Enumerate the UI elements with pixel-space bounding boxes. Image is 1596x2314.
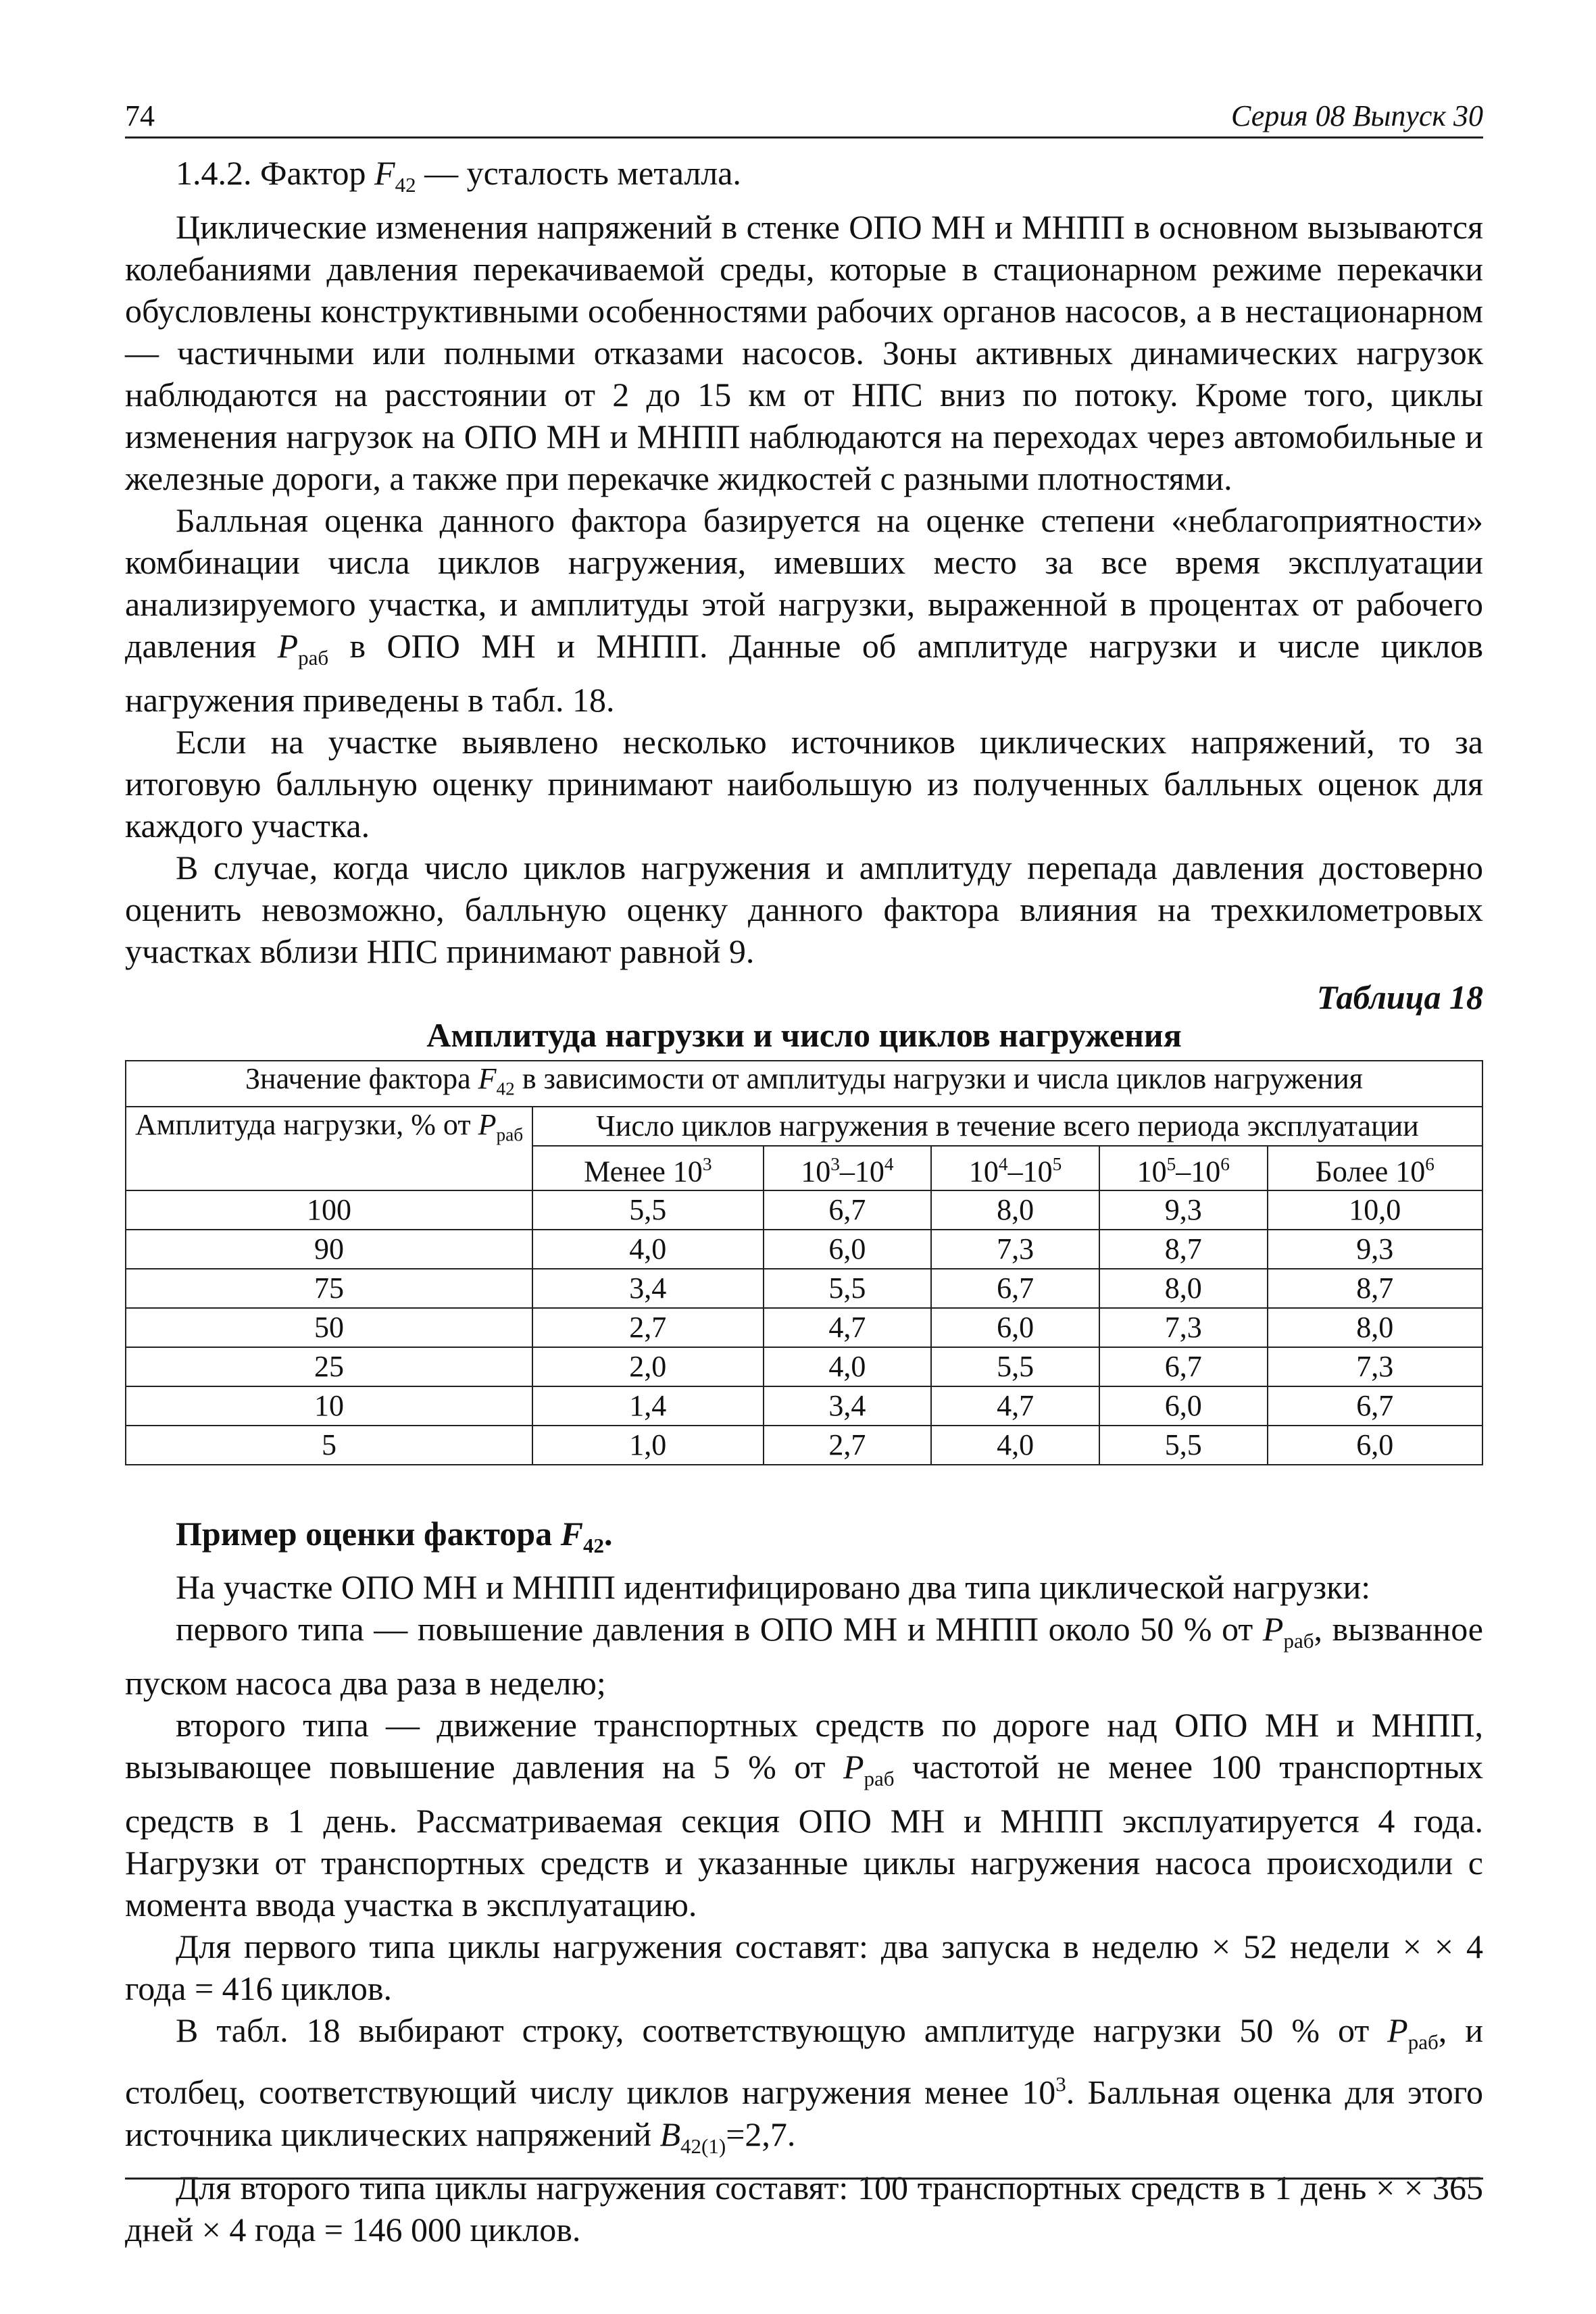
value-cell: 6,7	[1099, 1347, 1268, 1386]
series-label: Серия 08 Выпуск 30	[1231, 99, 1483, 132]
table-row	[126, 1308, 1482, 1347]
value-cell: 6,7	[764, 1190, 932, 1230]
value-cell: 8,7	[1268, 1269, 1482, 1308]
value-cell: 9,3	[1268, 1230, 1482, 1269]
col-header: Более $10^6$	[1268, 1146, 1482, 1190]
bottom-rule	[125, 2178, 1483, 2180]
example-block	[125, 1513, 1483, 2251]
value-cell: 4,0	[532, 1230, 764, 1269]
paragraph-3: Если на участке выявлено несколько источников циклических напряжений, то за итоговую балльную оценку принимают наибольшую из полученных балльных оценок для каждого участка.	[125, 722, 1483, 845]
table-row	[126, 1347, 1482, 1386]
value-cell: 7,3	[1268, 1347, 1482, 1386]
amplitude-cell: 75	[126, 1269, 532, 1308]
value-cell: 5,5	[532, 1190, 764, 1230]
value-cell: 2,7	[532, 1308, 764, 1347]
value-cell: 6,0	[764, 1230, 932, 1269]
table-caption: Таблица 18	[1316, 978, 1483, 1016]
amplitude-cell: 10	[126, 1386, 532, 1426]
value-cell: 8,0	[1268, 1308, 1482, 1347]
amplitude-cell: 50	[126, 1308, 532, 1347]
section-heading: 1.4.2. Фактор $F_{42}$ — усталость металла.	[176, 154, 741, 197]
paragraph-2: Балльная оценка данного фактора базируется на оценке степени «неблагоприятности» комбинации числа циклов нагружения, имевших место за все время эксплуатации анализируемого участка, и амплитуды этой нагрузки, выраженной в процентах от рабочего давления $P_{раб}$ в ОПО МН и МНПП. Данные об амплитуде нагрузки и числе циклов нагружения приведены в табл. 18.	[125, 501, 1483, 719]
table-top-header: Значение фактора $F_{42}$ в зависимости от амплитуды нагрузки и числа циклов нагружения	[126, 1061, 1482, 1107]
value-cell: 2,0	[532, 1347, 764, 1386]
example-title: Пример оценки фактора $F_{42}$.	[176, 1514, 613, 1557]
example-paragraph-5: В табл. 18 выбирают строку, соответствующую амплитуде нагрузки 50 % от $P_{раб}$, и столбец, соответствующий числу циклов нагружения менее $10^3$. Балльная оценка для этого источника циклических напряжений $B_{42(1)}=2,7$.	[125, 2011, 1483, 2158]
value-cell: 6,0	[1268, 1426, 1482, 1465]
table-row	[126, 1386, 1482, 1426]
table-row	[126, 1269, 1482, 1308]
value-cell: 4,0	[931, 1426, 1099, 1465]
amplitude-header: Амплитуда нагрузки, % от $P_{раб}$	[126, 1107, 532, 1190]
value-cell: 3,4	[764, 1386, 932, 1426]
value-cell: 7,3	[931, 1230, 1099, 1269]
value-cell: 7,3	[1099, 1308, 1268, 1347]
value-cell: 4,0	[764, 1347, 932, 1386]
example-paragraph-3: второго типа — движение транспортных средств по дороге над ОПО МН и МНПП, вызывающее повышение давления на 5 % от $P_{раб}$ частотой не менее 100 транспортных средств в 1 день. Рассматриваемая секция ОПО МН и МНПП эксплуатируется 4 года. Нагрузки от транспортных средств и указанные циклы нагружения насоса происходили с момента ввода участка в эксплуатацию.	[125, 1706, 1484, 1924]
value-cell: 6,0	[1099, 1386, 1268, 1426]
col-header: $10^5-10^6$	[1099, 1146, 1268, 1190]
value-cell: 6,7	[1268, 1386, 1482, 1426]
amplitude-cell: 100	[126, 1190, 532, 1230]
value-cell: 8,0	[931, 1190, 1099, 1230]
example-paragraph-2: первого типа — повышение давления в ОПО МН и МНПП около 50 % от $P_{раб}$, вызванное пуском насоса два раза в неделю;	[125, 1610, 1483, 1703]
value-cell: 5,5	[764, 1269, 932, 1308]
paragraph-4: В случае, когда число циклов нагружения и амплитуду перепада давления достоверно оценить невозможно, балльную оценку данного фактора влияния на трехкилометровых участках вблизи НПС принимают равной 9.	[125, 848, 1483, 970]
value-cell: 2,7	[764, 1426, 932, 1465]
value-cell: 5,5	[1099, 1426, 1268, 1465]
value-cell: 10,0	[1268, 1190, 1482, 1230]
amplitude-cell: 5	[126, 1426, 532, 1465]
col-header: Менее $10^3$	[532, 1146, 764, 1190]
value-cell: 6,0	[931, 1308, 1099, 1347]
col-header: $10^4-10^5$	[931, 1146, 1099, 1190]
amplitude-cell: 90	[126, 1230, 532, 1269]
table-row	[126, 1426, 1482, 1465]
value-cell: 8,0	[1099, 1269, 1268, 1308]
value-cell: 6,7	[931, 1269, 1099, 1308]
table-row	[126, 1190, 1482, 1230]
col-header: $10^3-10^4$	[764, 1146, 932, 1190]
paragraph-1: Циклические изменения напряжений в стенке ОПО МН и МНПП в основном вызываются колебаниями давления перекачиваемой среды, которые в стационарном режиме перекачки обусловлены конструктивными особенностями рабочих органов насосов, а в нестационарном — частичными или полными отказами насосов. Зоны активных динамических нагрузок наблюдаются на расстоянии от 2 до 15 км от НПС вниз по потоку. Кроме того, циклы изменения нагрузок на ОПО МН и МНПП наблюдаются на переходах через автомобильные и железные дороги, а также при перекачке жидкостей с разными плотностями.	[125, 207, 1483, 497]
example-paragraph-1: На участке ОПО МН и МНПП идентифицировано два типа циклической нагрузки:	[176, 1568, 1371, 1607]
value-cell: 3,4	[532, 1269, 764, 1308]
table-title: Амплитуда нагрузки и число циклов нагружения	[426, 1015, 1182, 1054]
value-cell: 5,5	[931, 1347, 1099, 1386]
table-row	[126, 1230, 1482, 1269]
value-cell: 4,7	[931, 1386, 1099, 1426]
value-cell: 4,7	[764, 1308, 932, 1347]
page	[125, 99, 1484, 2249]
cycles-header: Число циклов нагружения в течение всего периода эксплуатации	[532, 1107, 1482, 1146]
example-paragraph-4: Для первого типа циклы нагружения составят: два запуска в неделю × 52 недели × × 4 года = 416 циклов.	[125, 1928, 1483, 2008]
running-header	[125, 101, 1483, 139]
value-cell: 9,3	[1099, 1190, 1268, 1230]
amplitude-cell: 25	[126, 1347, 532, 1386]
value-cell: 8,7	[1099, 1230, 1268, 1269]
page-number: 74	[125, 99, 155, 132]
example-paragraph-6: Для второго типа циклы нагружения составят: 100 транспортных средств в 1 день × × 365 дней × 4 года = 146 000 циклов.	[125, 2169, 1483, 2249]
value-cell: 1,4	[532, 1386, 764, 1426]
table-body	[126, 1190, 1482, 1465]
value-cell: 1,0	[532, 1426, 764, 1465]
data-table	[125, 1060, 1483, 1465]
